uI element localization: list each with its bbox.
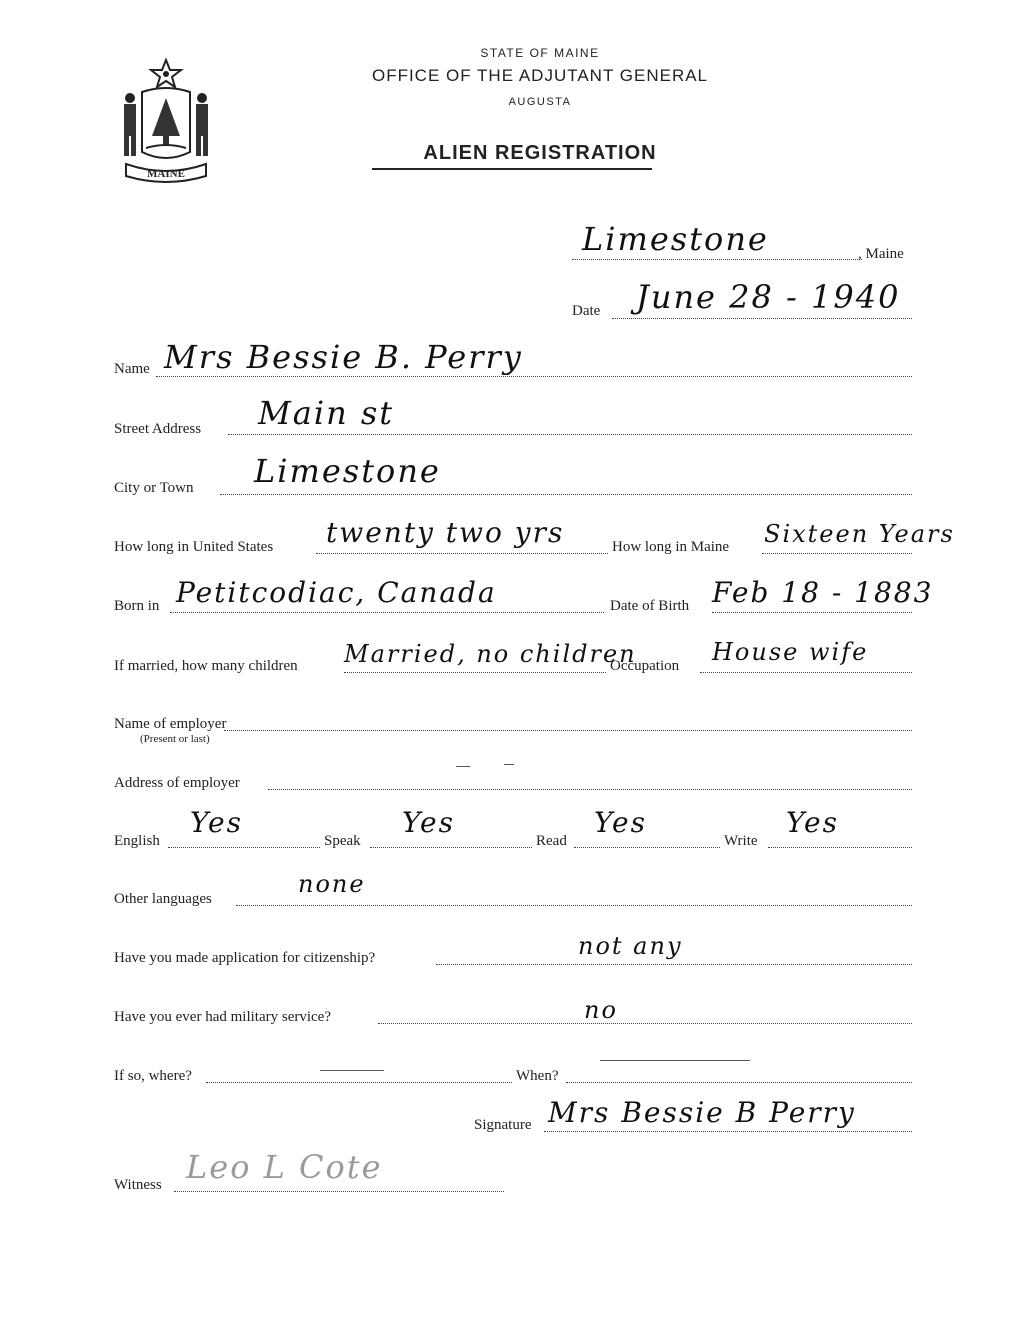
- street-line: [228, 434, 912, 435]
- header-state: STATE OF MAINE: [480, 46, 600, 60]
- how-long-maine-line: [762, 553, 912, 554]
- speak-line: [370, 847, 532, 848]
- employer-address-dash: [504, 764, 514, 765]
- street-label: Street Address: [114, 421, 202, 437]
- how-long-us-line: [316, 553, 608, 554]
- read-value: Yes: [594, 806, 647, 839]
- city-value: Limestone: [254, 452, 441, 490]
- english-value: Yes: [190, 806, 243, 839]
- employer-address-dash: [456, 766, 470, 767]
- military-label: Have you ever had military service?: [114, 1009, 331, 1025]
- when-dash: [600, 1060, 750, 1061]
- born-in-line: [170, 612, 604, 613]
- citizenship-value: not any: [578, 932, 683, 960]
- when-line: [566, 1082, 912, 1083]
- write-label: Write: [724, 833, 758, 849]
- city-line: [220, 494, 912, 495]
- place-value: Limestone: [582, 220, 769, 258]
- if-so-where-label: If so, where?: [114, 1068, 192, 1084]
- occupation-label: Occupation: [610, 658, 680, 674]
- witness-value: Leo L Cote: [186, 1148, 383, 1186]
- how-long-maine-label: How long in Maine: [612, 539, 730, 555]
- employer-address-line: [268, 789, 912, 790]
- employer-name-line: [224, 730, 912, 731]
- date-label: Date: [572, 303, 601, 319]
- form-title: ALIEN REGISTRATION: [423, 142, 657, 164]
- signature-line: [544, 1131, 912, 1132]
- children-value: Married, no children: [344, 640, 637, 668]
- date-of-birth-value: Feb 18 - 1883: [712, 576, 934, 609]
- english-line: [168, 847, 320, 848]
- place-line: [572, 259, 862, 260]
- signature-label: Signature: [474, 1117, 532, 1133]
- write-line: [768, 847, 912, 848]
- military-value: no: [584, 996, 618, 1024]
- date-value: June 28 - 1940: [636, 278, 901, 316]
- svg-text:MAINE: MAINE: [147, 168, 185, 180]
- street-value: Main st: [258, 394, 395, 432]
- children-line: [344, 672, 606, 673]
- date-of-birth-label: Date of Birth: [610, 598, 690, 614]
- citizenship-line: [436, 964, 912, 965]
- signature-value: Mrs Bessie B Perry: [548, 1096, 856, 1129]
- if-so-where-dash: [320, 1070, 384, 1071]
- read-label: Read: [536, 833, 567, 849]
- other-languages-value: none: [298, 870, 366, 898]
- header-office: OFFICE OF THE ADJUTANT GENERAL: [371, 66, 709, 85]
- born-in-value: Petitcodiac, Canada: [176, 576, 497, 609]
- place-suffix: , Maine: [858, 246, 904, 262]
- english-label: English: [114, 833, 160, 849]
- title-underline: [372, 168, 652, 170]
- speak-value: Yes: [402, 806, 455, 839]
- how-long-us-label: How long in United States: [114, 539, 274, 555]
- header-city: AUGUSTA: [508, 96, 572, 108]
- witness-label: Witness: [114, 1177, 162, 1193]
- city-label: City or Town: [114, 480, 194, 496]
- write-value: Yes: [786, 806, 839, 839]
- speak-label: Speak: [324, 833, 361, 849]
- date-of-birth-line: [712, 612, 912, 613]
- read-line: [574, 847, 720, 848]
- children-label: If married, how many children: [114, 658, 298, 674]
- citizenship-label: Have you made application for citizenship?: [114, 950, 376, 966]
- name-line: [156, 376, 912, 377]
- born-in-label: Born in: [114, 598, 160, 614]
- state-of-maine-seal: [112, 56, 220, 184]
- when-label: When?: [516, 1068, 559, 1084]
- name-label: Name: [114, 361, 150, 377]
- other-languages-label: Other languages: [114, 891, 212, 907]
- employer-address-label: Address of employer: [114, 775, 240, 791]
- employer-name-sublabel: (Present or last): [140, 733, 210, 745]
- other-languages-line: [236, 905, 912, 906]
- occupation-value: House wife: [712, 638, 869, 666]
- how-long-maine-value: Sixteen Years: [764, 520, 955, 548]
- employer-name-label: Name of employer: [114, 716, 227, 732]
- witness-line: [174, 1191, 504, 1192]
- date-line: [612, 318, 912, 319]
- how-long-us-value: twenty two yrs: [326, 516, 565, 549]
- occupation-line: [700, 672, 912, 673]
- name-value: Mrs Bessie B. Perry: [164, 338, 523, 376]
- military-line: [378, 1023, 912, 1024]
- if-so-where-line: [206, 1082, 512, 1083]
